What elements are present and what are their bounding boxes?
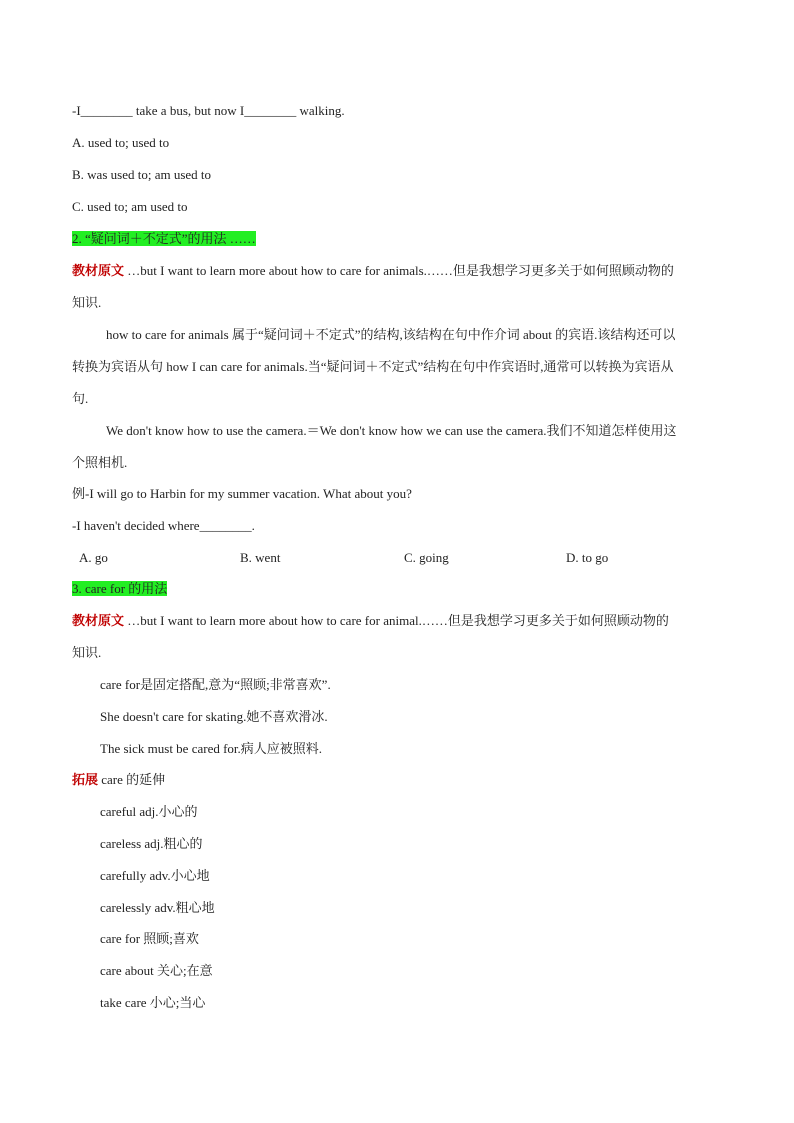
example-line-1: We don't know how to use the camera.＝We don't know how we can use the camera.我们不知道怎样使用这 [106,423,677,438]
option-c: C. used to; am used to [72,199,188,214]
textbook-label: 教材原文 [72,613,125,628]
extension-title: care 的延伸 [98,772,166,787]
example-option-d: D. to go [566,550,609,565]
source-text-cont: 知识. [72,295,102,310]
example-line-2: 个照相机. [72,455,128,470]
section-3-source-line [72,612,669,630]
section-3-heading [72,580,167,598]
explanation-line-3: 句. [72,391,89,406]
extension-item: care for 照顾;喜欢 [100,931,199,946]
care-for-example-2: The sick must be cared for.病人应被照料. [100,741,323,756]
example-option-b: B. went [240,550,281,565]
source-text: …but I want to learn more about how to care for animals.……但是我想学习更多关于如何照顾动物的 [124,263,674,278]
option-a: A. used to; used to [72,135,170,150]
example-answer: -I haven't decided where________. [72,518,255,533]
example-option-a: A. go [79,550,108,565]
source-text-cont: 知识. [72,645,102,660]
section-2-heading [72,230,256,248]
section-3-heading-text: 3. care for 的用法 [72,581,168,596]
option-b: B. was used to; am used to [72,167,212,182]
example-option-c: C. going [404,550,449,565]
section-2-source-line [72,262,674,280]
question-stem: -I________ take a bus, but now I________ walking. [72,103,345,118]
extension-item: care about 关心;在意 [100,963,213,978]
extension-item: careful adj.小心的 [100,804,198,819]
explanation-line-2: 转换为宾语从句 how I can care for animals.当“疑问词＋不定式”结构在句中作宾语时,通常可以转换为宾语从 [72,359,674,374]
extension-item: carefully adv.小心地 [100,868,210,883]
explanation-line-1: how to care for animals 属于“疑问词＋不定式”的结构,该结构在句中作介词 about 的宾语.该结构还可以 [106,327,676,342]
extension-item: careless adj.粗心的 [100,836,203,851]
textbook-label: 教材原文 [72,263,125,278]
extension-item: carelessly adv.粗心地 [100,900,215,915]
care-for-example-1: She doesn't care for skating.她不喜欢滑冰. [100,709,328,724]
extension-heading [72,771,165,789]
care-for-definition: care for是固定搭配,意为“照顾;非常喜欢”. [100,677,331,692]
section-2-heading-text: 2. “疑问词＋不定式”的用法 …… [72,231,256,246]
source-text: …but I want to learn more about how to care for animal.……但是我想学习更多关于如何照顾动物的 [124,613,669,628]
extension-label: 拓展 [72,772,99,787]
extension-item: take care 小心;当心 [100,995,206,1010]
example-question: 例-I will go to Harbin for my summer vacation. What about you? [72,486,412,501]
